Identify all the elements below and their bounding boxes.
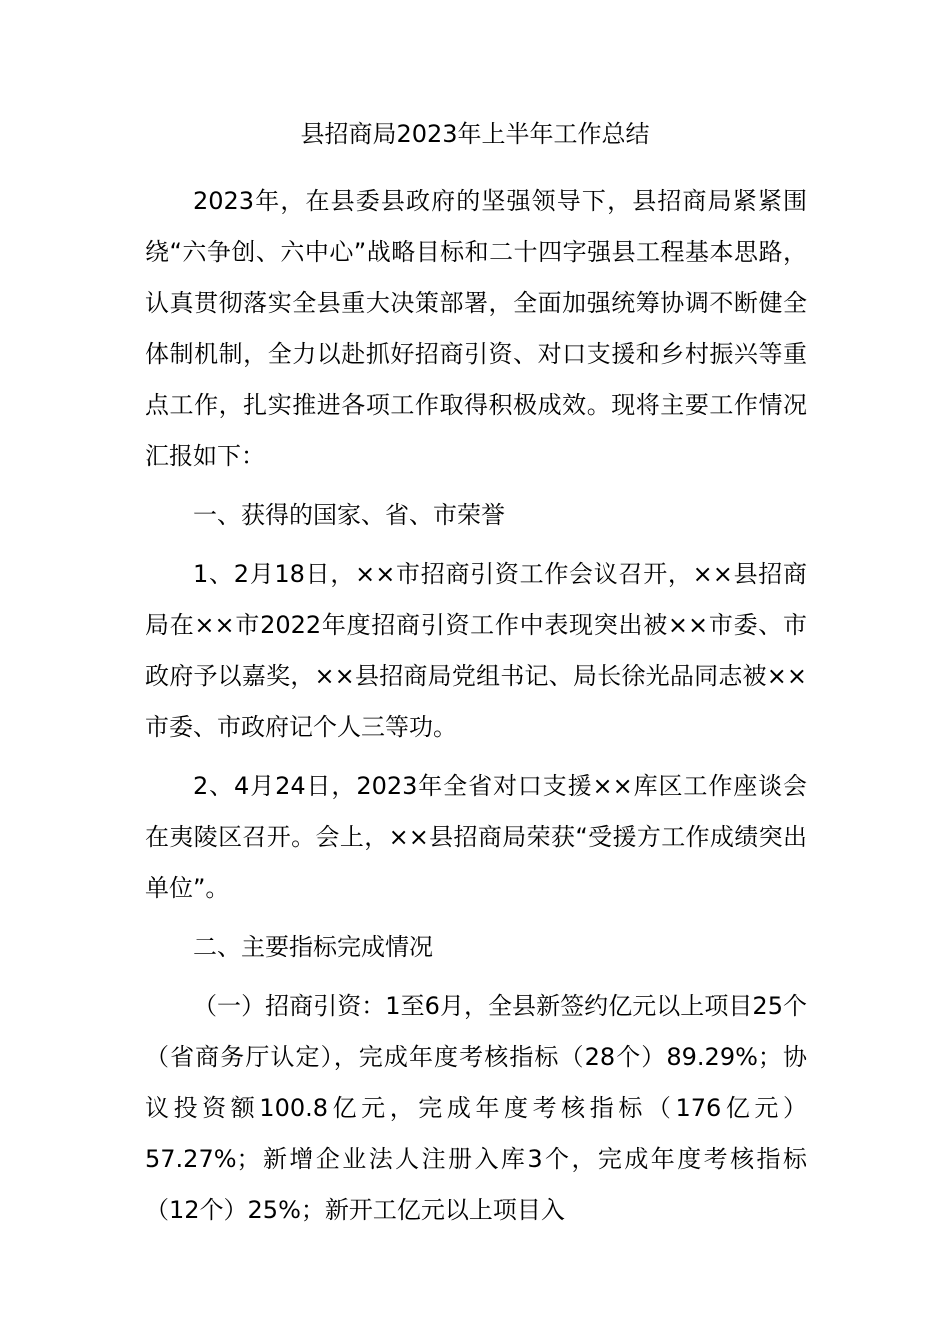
honor-item-2: 2、4月24日，2023年全省对口支援××库区工作座谈会在夷陵区召开。会上，××县招商局荣获“受援方工作成绩突出单位”。 xyxy=(145,772,807,902)
section-heading-indicators: 二、主要指标完成情况 xyxy=(193,933,433,961)
document-body xyxy=(145,176,807,1244)
honor-item-1: 1、2月18日，××市招商引资工作会议召开，××县招商局在××市2022年度招商引资工作中表现突出被××市委、市政府予以嘉奖，××县招商局党组书记、局长徐光品同志被××市委、市政府记个人三等功。 xyxy=(145,560,807,741)
intro-paragraph: 2023年，在县委县政府的坚强领导下，县招商局紧紧围绕“六争创、六中心”战略目标和二十四字强县工程基本思路，认真贯彻落实全县重大决策部署，全面加强统筹协调不断健全体制机制，全力以赴抓好招商引资、对口支援和乡村振兴等重点工作，扎实推进各项工作取得积极成效。现将主要工作情况汇报如下： xyxy=(145,187,807,470)
investment-paragraph: （一）招商引资：1至6月，全县新签约亿元以上项目25个（省商务厅认定），完成年度考核指标（28个）89.29%；协议投资额100.8亿元，完成年度考核指标（176亿元）57.27%；新增企业法人注册入库3个，完成年度考核指标（12个）25%；新开工亿元以上项目入 xyxy=(145,992,807,1224)
document-title: 县招商局2023年上半年工作总结 xyxy=(300,120,650,148)
section-heading-honors: 一、获得的国家、省、市荣誉 xyxy=(193,501,505,529)
